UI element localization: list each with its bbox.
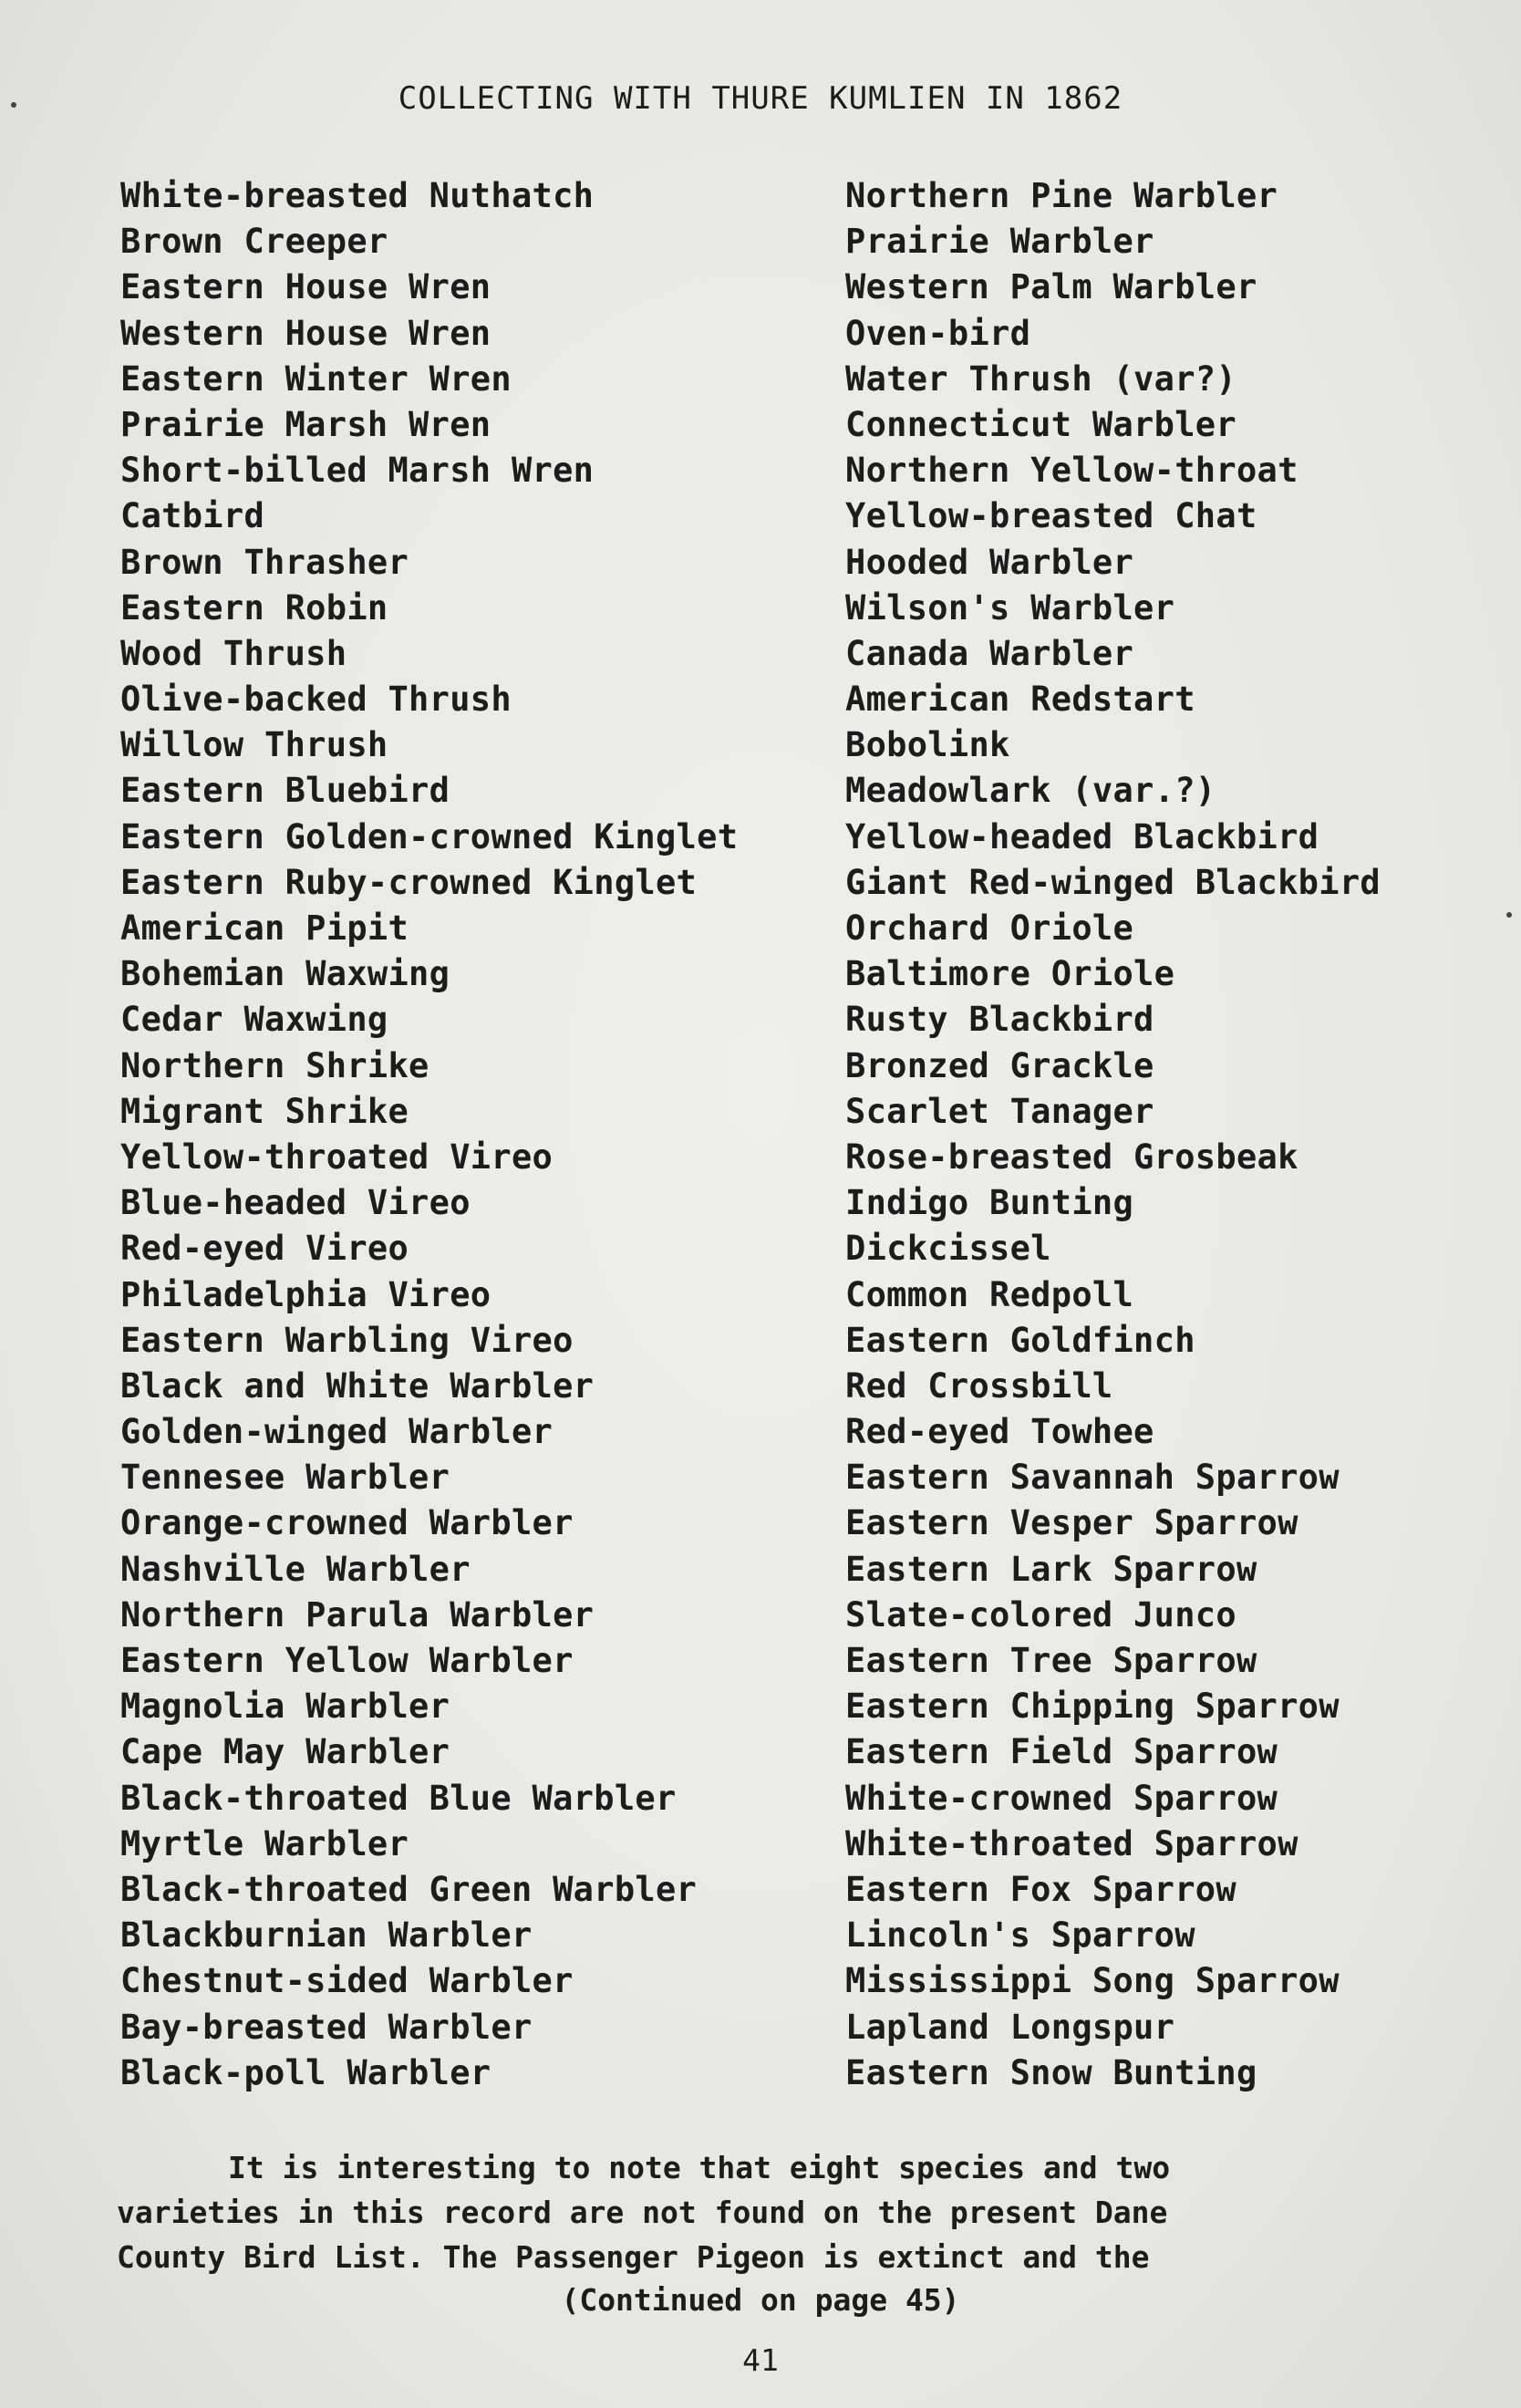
page-number: 41	[742, 2342, 779, 2378]
species-item: Red-eyed Vireo	[120, 1229, 409, 1269]
species-item: Tennesee Warbler	[120, 1458, 450, 1498]
species-item: Slate-colored Junco	[845, 1594, 1236, 1635]
species-item: Connecticut Warbler	[845, 404, 1236, 444]
species-item: Eastern Field Sparrow	[845, 1732, 1278, 1772]
species-item: Dickcissel	[845, 1229, 1051, 1269]
continued-note: (Continued on page 45)	[561, 2282, 960, 2318]
species-item: White-throated Sparrow	[845, 1823, 1299, 1863]
species-item: Eastern Winter Wren	[120, 358, 512, 399]
species-item: Cedar Waxwing	[120, 1000, 388, 1040]
species-item: Prairie Marsh Wren	[120, 404, 491, 444]
species-item: Oven-bird	[845, 313, 1031, 353]
species-item: Blackburnian Warbler	[120, 1915, 533, 1956]
species-item: Red Crossbill	[845, 1365, 1113, 1406]
species-item: Migrant Shrike	[120, 1091, 409, 1131]
species-item: Eastern Goldfinch	[845, 1320, 1195, 1360]
species-item: Chestnut-sided Warbler	[120, 1961, 574, 2001]
paragraph-line: It is interesting to note that eight species and two	[228, 2150, 1171, 2185]
species-item: Eastern Tree Sparrow	[845, 1641, 1257, 1680]
species-item: Rose-breasted Grosbeak	[845, 1137, 1299, 1177]
margin-speck	[1506, 912, 1512, 918]
species-list-right	[845, 173, 1502, 2096]
paragraph-line: County Bird List. The Passenger Pigeon is extinct and the	[117, 2239, 1150, 2275]
species-item: Nashville Warbler	[120, 1549, 471, 1589]
species-item: Yellow-breasted Chat	[845, 496, 1257, 536]
species-item: American Pipit	[120, 908, 409, 948]
species-item: Eastern Chipping Sparrow	[845, 1687, 1340, 1727]
paragraph-line: varieties in this record are not found on the present Dane	[117, 2195, 1168, 2230]
species-item: Yellow-headed Blackbird	[845, 816, 1319, 856]
species-item: Philadelphia Vireo	[120, 1274, 491, 1314]
species-item: Black-throated Blue Warbler	[120, 1778, 677, 1818]
species-item: Eastern House Wren	[120, 267, 491, 307]
species-item: Cape May Warbler	[120, 1732, 450, 1772]
species-item: Willow Thrush	[120, 725, 388, 765]
species-item: Canada Warbler	[845, 633, 1134, 673]
species-item: Eastern Savannah Sparrow	[845, 1458, 1340, 1498]
species-item: Blue-headed Vireo	[120, 1183, 471, 1223]
species-item: Wood Thrush	[120, 633, 347, 673]
species-item: Brown Thrasher	[120, 542, 409, 582]
species-item: Eastern Snow Bunting	[845, 2052, 1257, 2092]
species-item: Catbird	[120, 496, 265, 536]
species-item: Common Redpoll	[845, 1274, 1134, 1314]
species-item: Western House Wren	[120, 313, 491, 353]
species-item: Bohemian Waxwing	[120, 954, 450, 994]
species-item: Water Thrush (var?)	[845, 358, 1236, 399]
species-item: Lincoln's Sparrow	[845, 1915, 1195, 1956]
species-item: Black-throated Green Warbler	[120, 1869, 698, 1909]
species-item: White-breasted Nuthatch	[120, 176, 595, 215]
species-item: Orange-crowned Warbler	[120, 1503, 574, 1543]
species-item: Mississippi Song Sparrow	[845, 1961, 1340, 2001]
species-item: Bay-breasted Warbler	[120, 2007, 533, 2047]
species-item: Eastern Lark Sparrow	[845, 1549, 1257, 1589]
closing-paragraph	[117, 2145, 1448, 2279]
species-item: White-crowned Sparrow	[845, 1778, 1278, 1818]
species-item: Eastern Golden-crowned Kinglet	[120, 816, 739, 856]
species-item: Scarlet Tanager	[845, 1091, 1154, 1131]
species-item: Lapland Longspur	[845, 2007, 1175, 2047]
species-item: Eastern Ruby-crowned Kinglet	[120, 862, 698, 902]
species-item: Golden-winged Warbler	[120, 1412, 554, 1452]
species-item: Eastern Fox Sparrow	[845, 1869, 1236, 1909]
species-item: Eastern Bluebird	[120, 771, 450, 811]
species-item: Bobolink	[845, 725, 1010, 765]
species-item: Northern Parula Warbler	[120, 1594, 595, 1635]
species-item: Eastern Robin	[120, 587, 388, 628]
species-item: Western Palm Warbler	[845, 267, 1257, 307]
margin-speck	[11, 102, 16, 108]
species-item: Short-billed Marsh Wren	[120, 451, 595, 491]
species-item: Olive-backed Thrush	[120, 680, 512, 720]
species-item: Northern Pine Warbler	[845, 176, 1278, 215]
species-item: Rusty Blackbird	[845, 1000, 1154, 1040]
species-item: Eastern Warbling Vireo	[120, 1320, 574, 1360]
species-item: Myrtle Warbler	[120, 1823, 409, 1863]
species-item: Black and White Warbler	[120, 1365, 595, 1406]
species-list-left	[120, 173, 832, 2096]
species-item: Brown Creeper	[120, 222, 388, 262]
species-item: American Redstart	[845, 680, 1195, 720]
species-item: Giant Red-winged Blackbird	[845, 862, 1381, 902]
species-item: Bronzed Grackle	[845, 1045, 1154, 1085]
species-item: Eastern Yellow Warbler	[120, 1641, 574, 1680]
page-title: COLLECTING WITH THURE KUMLIEN IN 1862	[398, 80, 1123, 117]
species-item: Yellow-throated Vireo	[120, 1137, 554, 1177]
species-item: Black-poll Warbler	[120, 2052, 491, 2092]
species-item: Northern Yellow-throat	[845, 451, 1299, 491]
species-item: Northern Shrike	[120, 1045, 429, 1085]
species-item: Prairie Warbler	[845, 222, 1154, 262]
species-item: Eastern Vesper Sparrow	[845, 1503, 1299, 1543]
species-item: Orchard Oriole	[845, 908, 1134, 948]
species-item: Magnolia Warbler	[120, 1687, 450, 1727]
species-item: Red-eyed Towhee	[845, 1412, 1154, 1452]
species-item: Wilson's Warbler	[845, 587, 1175, 628]
species-item: Indigo Bunting	[845, 1183, 1134, 1223]
species-item: Meadowlark (var.?)	[845, 771, 1216, 811]
species-item: Baltimore Oriole	[845, 954, 1175, 994]
species-item: Hooded Warbler	[845, 542, 1134, 582]
